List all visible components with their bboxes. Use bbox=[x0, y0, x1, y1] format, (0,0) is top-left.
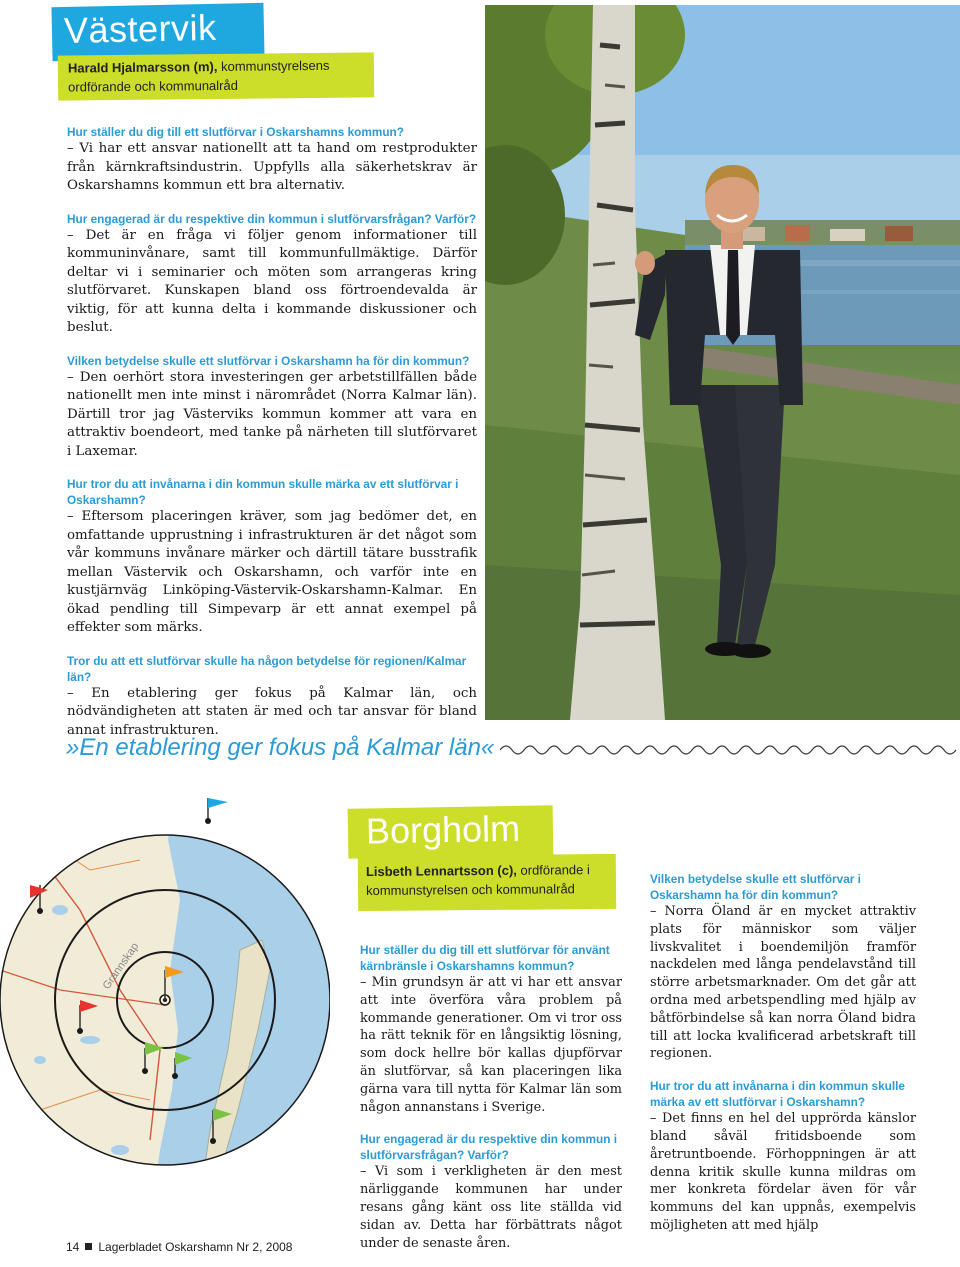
answer: – En etablering ger fokus på Kalmar län, och nödvändigheten att staten är med och tar ansvar för bland annat infrastrukturen. bbox=[67, 685, 477, 738]
question: Hur tror du att invånarna i din kommun skulle märka av ett slutförvar i Oskarshamn? bbox=[67, 477, 459, 507]
title-tag-vastervik bbox=[51, 3, 264, 61]
question: Hur ställer du dig till ett slutförvar för använt kärnbränsle i Oskarshamns kommun? bbox=[360, 943, 610, 973]
person-role: kommunstyrelsens ordförande och kommunalråd bbox=[68, 57, 330, 95]
title-tag-borgholm bbox=[348, 805, 554, 859]
pull-quote: »En etablering ger fokus på Kalmar län« bbox=[66, 734, 495, 761]
person-tag-vastervik bbox=[58, 52, 374, 100]
portrait-photo bbox=[485, 5, 960, 720]
answer: – Det finns en hel del upprörda känslor bland såväl fritidsboende som åretruntboende. Förhoppningen är att denna kritik skulle kunna mildras om mer konkreta fördelar även för vår kommuns del kan uppnås, exempelvis möjligheten att med hjälp bbox=[650, 1111, 916, 1233]
section-title: Västervik bbox=[63, 6, 217, 51]
wave-divider bbox=[500, 742, 960, 758]
photo-illustration bbox=[485, 5, 960, 720]
page-number: 14 bbox=[66, 1240, 80, 1254]
question: Vilken betydelse skulle ett slutförvar i Oskarshamn ha för din kommun? bbox=[650, 872, 861, 902]
question: Hur ställer du dig till ett slutförvar i Oskarshamns kommun? bbox=[67, 125, 404, 139]
answer: – Vi som i verkligheten är den mest närliggande kommunen har under resans gång känt oss lite ställda vid sidan av. Detta har förbättrats något under de senaste åren. bbox=[360, 1164, 622, 1251]
map-label: Grannskap bbox=[100, 940, 142, 992]
square-bullet-icon bbox=[85, 1243, 92, 1250]
question: Vilken betydelse skulle ett slutförvar i Oskarshamn ha för din kommun? bbox=[67, 353, 470, 368]
interview-column-vastervik bbox=[67, 124, 477, 740]
page-footer bbox=[66, 1240, 292, 1254]
map-graphic bbox=[0, 790, 330, 1220]
answer: – Min grundsyn är att vi har ett ansvar att inte överföra våra problem på kommande generationer. Om vi tror oss ha rätt teknik för en långsiktig lösning, som dock hellre bör kallas djupförvar än slutförvar, så kan placeringen lika gärna vara till nytta för Kalmar län som någon annanstans i Sverige. bbox=[360, 975, 622, 1115]
publication-name: Lagerbladet Oskarshamn Nr 2, 2008 bbox=[98, 1240, 293, 1254]
question: Hur engagerad är du respektive din kommun i slutförvarsfrågan? Varför? bbox=[67, 211, 477, 226]
interview-column-borgholm-left bbox=[360, 942, 622, 1252]
person-name: Lisbeth Lennartsson (c), bbox=[365, 862, 517, 880]
person-name: Harald Hjalmarsson (m), bbox=[67, 58, 218, 76]
answer: – Vi har ett ansvar nationellt att ta hand om restprodukter från kärnkraftsindustrin. Uppfylls alla säkerhetskrav är Oskarshamns kommun ett bra alternativ. bbox=[67, 141, 477, 193]
neighborhood-map bbox=[0, 790, 330, 1220]
person-tag-borgholm bbox=[358, 854, 616, 911]
question: Hur engagerad är du respektive din kommun i slutförvarsfrågan? Varför? bbox=[360, 1132, 617, 1163]
flag-blue-icon bbox=[205, 798, 228, 824]
answer: – Eftersom placeringen kräver, som jag bedömer det, en omfattande upprustning i infrastrukturen är det något som vår kommuns invånare märker och därtill tätare busstrafik mellan Västervik och Oskarshamn, och varför inte en kustjärnväg Linköping-Västervik-Oskarshamn-Kalmar. En ökad pendling till Simpevarp är ett annat exempel på effekter som märks. bbox=[67, 509, 477, 635]
interview-column-borgholm-right bbox=[650, 871, 916, 1235]
person-role: ordförande i kommunstyrelsen och kommunalråd bbox=[366, 862, 590, 899]
answer: – Det är en fråga vi följer genom informationer till kommuninvånare, samt till kommunfullmäktige. Därför deltar vi i seminarier och möten som arrangeras kring slutförvaret. Kunskapen bland oss förtroendevalda är viktig, för att kunna delta i kommande diskussioner och beslut. bbox=[67, 227, 477, 335]
section-title: Borgholm bbox=[365, 807, 521, 852]
answer: – Den oerhört stora investeringen ger arbetstillfällen både nationellt men inte minst i närområdet (Norra Kalmar län). Därtill tror jag Västerviks kommun kommer att vara en attraktiv boendeort, med tanke på närheten till slutförvaret i Laxemar. bbox=[67, 369, 477, 459]
answer: – Norra Öland är en mycket attraktiv plats för människor som väljer livskvalitet i boendemiljön framför nackdelen med långa pendelavstånd till större arbetsmarknader. Om det går att ordna med arbetspendling med hjälp av båtförbindelse så kan norra Öland bidra till att locka kvalificerad arbetskraft till regionen. bbox=[650, 904, 916, 1062]
question: Tror du att ett slutförvar skulle ha någon betydelse för regionen/Kalmar län? bbox=[67, 653, 467, 684]
question: Hur tror du att invånarna i din kommun skulle märka av ett slutförvar i Oskarshamn? bbox=[650, 1079, 905, 1110]
